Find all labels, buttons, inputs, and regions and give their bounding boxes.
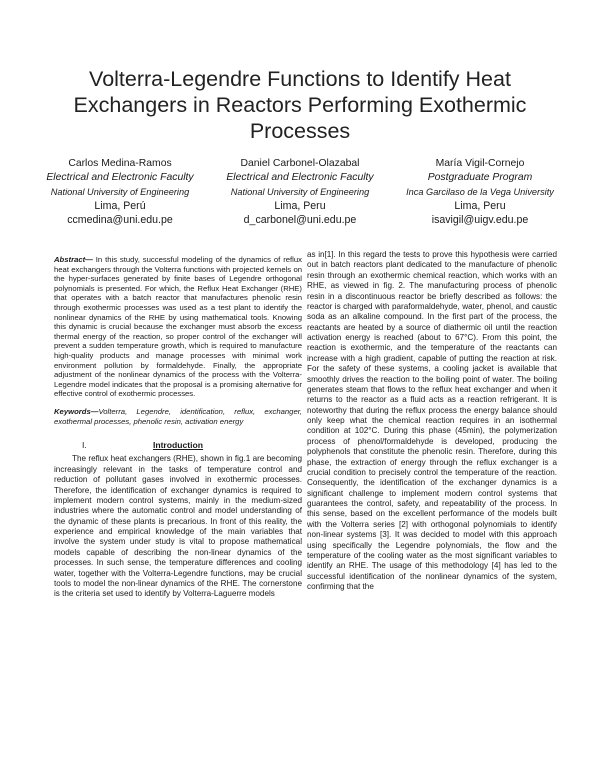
author-name: Daniel Carbonel-Olazabal bbox=[240, 158, 360, 169]
author-institution: National University of Engineering bbox=[230, 187, 370, 197]
section-title: Introduction bbox=[152, 440, 204, 451]
keywords-lead: Keywords— bbox=[54, 406, 99, 416]
author-name: Carlos Medina-Ramos bbox=[68, 158, 172, 169]
author-institution: Inca Garcilaso de la Vega University bbox=[406, 187, 554, 197]
left-column bbox=[54, 255, 302, 600]
author-2 bbox=[205, 157, 395, 227]
intro-paragraph-left: The reflux heat exchangers (RHE), shown in fig.1 are becoming increasingly relevant in the tasks of temperature control and reduction of pollutant gases involved in exothermic processes. Therefore, the identification of exchanger dynamics is required to implement modern control systems, mainly in the medium-sized industries where the automatic control and model understanding of the dynamic of these plants is precarious. In front of this reality, the experience and empirical knowledge of the main variables that involve the system under study is vital to propose mathematical models capable of describing the non-linear dynamics of the processes. In such sense, the temperature differences and cooling water, together with the Volterra-Legendre functions, may be crucial tools to model the non-linear dynamics of the RHE. The cornerstone is the criteria set used to identify by Volterra-Laguerre models bbox=[54, 454, 302, 599]
author-department: Electrical and Electronic Faculty bbox=[226, 172, 374, 183]
paper-title: Volterra-Legendre Functions to Identify Heat Exchangers in Reactors Performing Exothermic Processes bbox=[73, 67, 527, 143]
author-institution: National University of Engineering bbox=[50, 187, 190, 197]
author-department: Postgraduate Program bbox=[427, 172, 533, 183]
author-block bbox=[0, 157, 600, 237]
section-heading-introduction bbox=[54, 440, 302, 450]
abstract bbox=[54, 255, 302, 399]
author-name: María Vigil-Cornejo bbox=[435, 158, 525, 169]
abstract-text: In this study, successful modeling of the dynamics of reflux heat exchangers through the Volterra functions with projected kernels on the hyper-surfaces generated by finite bases of Legendre orthogonal polynomials is presented. For which, the Reflux Heat Exchanger (RHE) that operates with a batch reactor that manufactures phenolic resin through exothermic processes was used as a test plant to identify the nonlinear dynamics of the RHE by using mathematical tools. Knowing this dynamic is crucial because the exchanger must absorb the excess thermal energy of the reaction, so proper control of the exchanger will prevent a sudden temperature growth, which is required to manufacture high-quality products and manage processes with minimal work environment pollution by formaldehyde. Finally, the appropriate adjustment of the nonlinear dynamics of the process with the Volterra-Legendre model indicates that the proposal is a promising alternative for effective control of exothermic processes. bbox=[54, 255, 302, 399]
author-city: Lima, Peru bbox=[274, 200, 326, 212]
intro-paragraph-right: as in[1]. In this regard the tests to prove this hypothesis were carried out in batch reactors plant dedicated to the manufacture of phenolic resin through an exothermic chemical reaction, which works with an RHE, as viewed in fig. 2. The manufacturing process of phenolic resin in a discontinuous reactor be briefly described as follows: the reactor is charged with paraformaldehyde, water, phenol, and caustic soda as an alkaline compound. In the first part of the process, the reactants are heated by a source of diathermic oil until the reaction activation energy is reached (about to 67°C). From this point, the reaction is exothermic, and the temperature of the reactants can increase with a high gradient, capable of putting the reaction at risk. For the safety of these systems, a cooling jacket is available that smoothly drives the reaction to the boiling point of water. The boiling generates steam that flows to the reflux heat exchanger and when it returns to the reactor as a fluid acts as a reaction refrigerant. It is noteworthy that during the reflux process the energy balance should only keep what the chemical reaction requires in an isothermal condition at 102°C. During this phase (45min), the polymerization process of phenol/formaldehyde is developed, producing the polyphenols that constitute the phenolic resin. Therefore, during this phase, the extraction of energy through the reflux exchanger is a crucial condition to precisely control the temperature of the reaction. Consequently, the identification of the exchanger dynamics is a significant challenge to implement modern control systems that guarantees the control, safety, and repeatability of the process. In this sense, based on the excellent performance of the models built with the Volterra series [2] with orthogonal polynomials to identify non-linear systems [3]. It was decided to model with this approach using specifically the Legendre polynomials, the flow and the temperature of the cooling water as the most significant variables to identify an RHE. The usage of this methodology [4] has led to the successful identification of the nonlinear dynamics of the system, confirming that the bbox=[307, 250, 557, 591]
right-column bbox=[307, 250, 557, 592]
author-city: Lima, Perú bbox=[94, 200, 146, 212]
keywords-text: Volterra, Legendre, identification, reflux, exchanger, exothermal processes, phenolic resin, activation energy bbox=[54, 406, 302, 426]
author-city: Lima, Peru bbox=[454, 200, 506, 212]
author-1 bbox=[25, 157, 215, 227]
author-email: isavigil@uigv.edu.pe bbox=[431, 214, 529, 226]
author-email: d_carbonel@uni.edu.pe bbox=[243, 214, 357, 226]
keywords bbox=[54, 407, 302, 426]
author-3 bbox=[385, 157, 575, 227]
section-number: I. bbox=[82, 440, 87, 451]
abstract-lead: Abstract— bbox=[54, 255, 93, 264]
author-department: Electrical and Electronic Faculty bbox=[46, 172, 194, 183]
author-email: ccmedina@uni.edu.pe bbox=[67, 214, 173, 226]
